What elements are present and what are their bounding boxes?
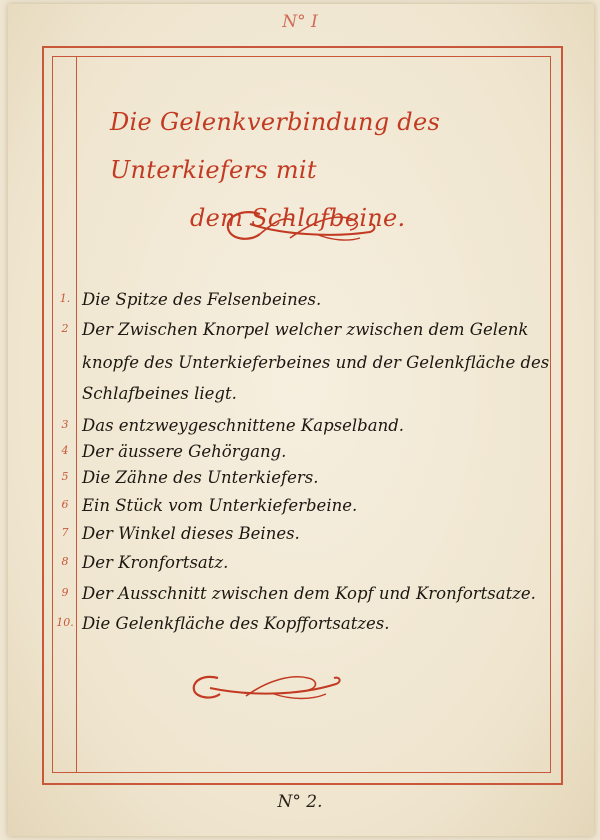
item-number: 6: [61, 498, 69, 511]
margin-rule: [76, 56, 77, 773]
list-item-line: Der äussere Gehörgang.: [82, 442, 287, 461]
page-number-bottom: N° 2.: [277, 792, 323, 812]
list-item-line: Die Spitze des Felsenbeines.: [82, 290, 322, 309]
list-item-line: Der Ausschnitt zwischen dem Kopf und Kronfortsatze.: [82, 584, 536, 603]
item-number: 7: [61, 526, 69, 539]
item-number: 3: [61, 418, 69, 431]
list-item-line: Die Zähne des Unterkiefers.: [82, 468, 319, 487]
list-item-line: Der Winkel dieses Beines.: [82, 524, 300, 543]
item-number: 8: [61, 555, 69, 568]
flourish-bottom-ornament: [188, 666, 348, 706]
item-number: 5: [61, 470, 69, 483]
item-number: 1.: [59, 292, 71, 305]
flourish-top-ornament: [220, 204, 380, 248]
list-item-line: Der Zwischen Knorpel welcher zwischen dem Gelenk: [82, 320, 529, 339]
title-line-1: Die Gelenkverbindung des Unterkiefers mit: [110, 108, 441, 184]
item-number: 2: [61, 322, 69, 335]
item-number: 4: [61, 444, 69, 457]
item-number: 9: [61, 586, 69, 599]
list-item-line: Schlafbeines liegt.: [82, 384, 237, 403]
title-line-2: dem Schlafbeine.: [190, 204, 406, 232]
list-item-line: Die Gelenkfläche des Kopffortsatzes.: [82, 614, 390, 633]
list-item-line: knopfe des Unterkieferbeines und der Gelenkfläche des: [82, 353, 550, 372]
list-item-line: Das entzweygeschnittene Kapselband.: [82, 416, 404, 435]
list-item-line: Der Kronfortsatz.: [82, 553, 229, 572]
item-number: 10.: [56, 616, 74, 629]
list-item-line: Ein Stück vom Unterkieferbeine.: [82, 496, 358, 515]
page-number-top: N° I: [282, 12, 318, 32]
